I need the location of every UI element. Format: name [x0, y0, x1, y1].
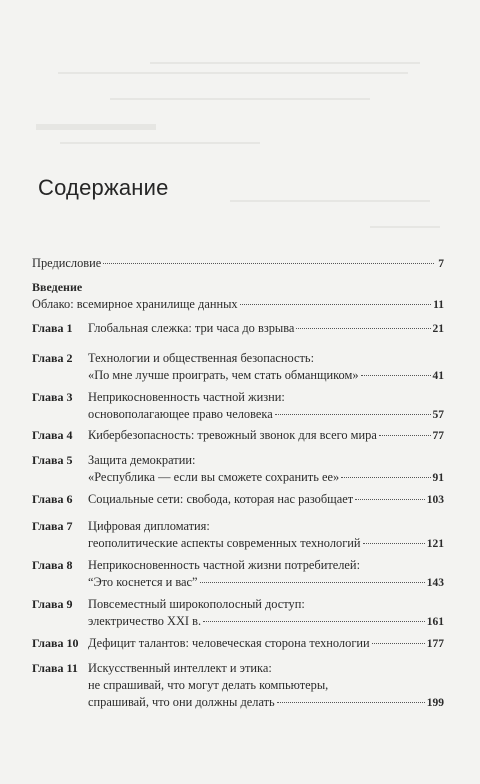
dot-leader	[372, 643, 425, 644]
chapter-label: Глава 2	[32, 351, 73, 365]
title-text: Глобальная слежка: три часа до взрыва	[88, 321, 295, 335]
entry-title	[88, 557, 444, 592]
page-number: 199	[426, 697, 444, 709]
dot-leader	[341, 477, 430, 478]
title-text: электричество XXI в.	[88, 614, 202, 628]
title-line	[88, 694, 444, 712]
title-text: Искусственный интеллект и этика:	[88, 661, 272, 675]
chapter-label: Глава 11	[32, 661, 78, 675]
entry-title	[32, 255, 444, 273]
entry-title	[88, 660, 444, 712]
title-line	[88, 613, 444, 631]
page-title: Содержание	[38, 174, 169, 200]
dot-leader	[361, 375, 431, 376]
title-line	[88, 491, 444, 509]
title-line	[88, 677, 444, 694]
title-line	[88, 320, 444, 338]
dot-leader	[277, 702, 425, 703]
title-text: основополагающее право человека	[88, 407, 273, 421]
entry-title	[88, 350, 444, 385]
title-line	[88, 389, 444, 406]
title-line	[88, 574, 444, 592]
page-number: 7	[438, 258, 444, 270]
title-line	[88, 660, 444, 677]
title-line	[32, 255, 444, 273]
page-number: 11	[433, 299, 444, 311]
title-text: спрашивай, что они должны делать	[88, 695, 275, 709]
title-line	[88, 427, 444, 445]
title-text: Предисловие	[32, 256, 102, 270]
dot-leader	[103, 263, 434, 264]
entry-title	[88, 635, 444, 653]
title-text: Социальные сети: свобода, которая нас разобщает	[88, 492, 354, 506]
page-number: 77	[432, 430, 444, 442]
chapter-label: Глава 3	[32, 390, 73, 404]
title-text: “Это коснется и вас”	[88, 575, 198, 589]
title-text: Защита демократии:	[88, 453, 196, 467]
title-line	[88, 557, 444, 574]
dot-leader	[296, 328, 430, 329]
chapter-label: Глава 4	[32, 428, 73, 442]
page-number: 41	[432, 370, 444, 382]
title-line	[88, 596, 444, 613]
dot-leader	[203, 621, 425, 622]
title-line	[32, 279, 444, 296]
title-text: геополитические аспекты современных технологий	[88, 536, 361, 550]
title-text: «По мне лучше проиграть, чем стать обманщиком»	[88, 368, 359, 382]
title-text: Повсеместный широкополосный доступ:	[88, 597, 305, 611]
page-number: 21	[432, 323, 444, 335]
entry-title	[32, 279, 444, 314]
chapter-label: Глава 9	[32, 597, 73, 611]
title-line	[88, 635, 444, 653]
title-text: не спрашивай, что могут делать компьютеры,	[88, 678, 329, 692]
entry-title	[88, 452, 444, 487]
chapter-label: Глава 7	[32, 519, 73, 533]
chapter-label: Глава 6	[32, 492, 73, 506]
chapter-label: Глава 10	[32, 636, 79, 650]
entry-title	[88, 491, 444, 509]
title-line	[88, 469, 444, 487]
title-text: Кибербезопасность: тревожный звонок для всего мира	[88, 428, 377, 442]
chapter-label: Глава 1	[32, 321, 73, 335]
title-text: Неприкосновенность частной жизни потребителей:	[88, 558, 361, 572]
title-text: Дефицит талантов: человеческая сторона технологии	[88, 636, 370, 650]
title-line	[88, 518, 444, 535]
title-line	[88, 406, 444, 424]
introduction-label: Введение	[32, 280, 83, 294]
dot-leader	[200, 582, 425, 583]
entry-title	[88, 320, 444, 338]
entry-title	[88, 518, 444, 553]
chapter-label: Глава 8	[32, 558, 73, 572]
page-number: 143	[426, 577, 444, 589]
entry-title	[88, 596, 444, 631]
page-number: 121	[426, 538, 444, 550]
title-line	[88, 452, 444, 469]
dot-leader	[275, 414, 431, 415]
title-text: «Республика — если вы сможете сохранить ее»	[88, 470, 340, 484]
title-line	[88, 367, 444, 385]
page-number: 177	[426, 638, 444, 650]
page-number: 91	[432, 472, 444, 484]
title-line	[88, 535, 444, 553]
dot-leader	[355, 499, 425, 500]
page-number: 57	[432, 409, 444, 421]
title-text: Цифровая дипломатия:	[88, 519, 210, 533]
entry-title	[88, 389, 444, 424]
title-text: Облако: всемирное хранилище данных	[32, 297, 238, 311]
chapter-label: Глава 5	[32, 453, 73, 467]
title-text: Неприкосновенность частной жизни:	[88, 390, 285, 404]
entry-title	[88, 427, 444, 445]
title-line	[88, 350, 444, 367]
dot-leader	[363, 543, 425, 544]
dot-leader	[379, 435, 431, 436]
page-number: 161	[426, 616, 444, 628]
dot-leader	[240, 304, 432, 305]
page-number: 103	[426, 494, 444, 506]
title-line	[32, 296, 444, 314]
title-text: Технологии и общественная безопасность:	[88, 351, 315, 365]
